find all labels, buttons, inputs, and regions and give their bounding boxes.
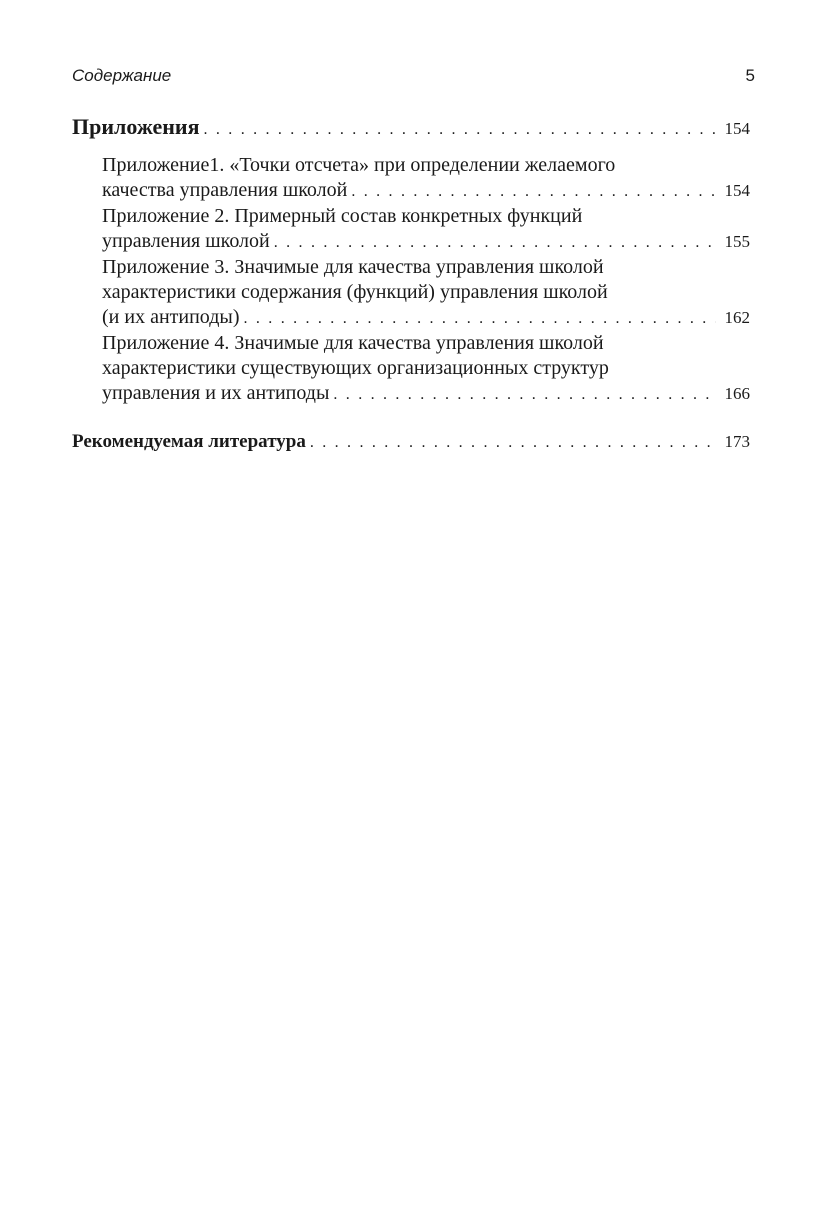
running-head bbox=[72, 66, 755, 90]
dot-leader bbox=[333, 382, 716, 407]
dot-leader bbox=[351, 179, 716, 204]
toc-page-number: 154 bbox=[724, 181, 750, 200]
toc-entry-title: Рекомендуемая литература bbox=[72, 431, 306, 452]
toc-entry-line: характеристики существующих организационных структур bbox=[102, 357, 609, 379]
page-number: 5 bbox=[745, 66, 755, 85]
toc-entry-line: управления и их антиподы bbox=[102, 382, 330, 404]
toc-page-number: 154 bbox=[724, 119, 750, 138]
toc-entry-appendix-3[interactable] bbox=[72, 255, 750, 331]
toc-page-number: 162 bbox=[724, 308, 750, 327]
toc-page-number: 166 bbox=[724, 384, 750, 403]
dot-leader bbox=[310, 430, 716, 456]
toc-entry-appendix-1[interactable] bbox=[72, 153, 750, 204]
toc-entry-title: Приложения bbox=[72, 114, 200, 139]
dot-leader bbox=[274, 230, 716, 255]
toc-entry-line: характеристики содержания (функций) управления школой bbox=[102, 281, 608, 303]
toc-entry-last-line bbox=[102, 381, 750, 407]
toc-entry-line: (и их антиподы) bbox=[102, 306, 240, 328]
table-of-contents bbox=[72, 114, 750, 456]
toc-entry-appendices[interactable] bbox=[72, 114, 750, 143]
toc-entry-last-line bbox=[102, 178, 750, 204]
toc-entry-line: Приложение1. «Точки отсчета» при определении желаемого bbox=[102, 154, 616, 176]
toc-entry-line: качества управления школой bbox=[102, 179, 348, 201]
dot-leader bbox=[204, 117, 717, 143]
toc-entry-last-line bbox=[102, 305, 750, 331]
toc-page-number: 155 bbox=[724, 232, 750, 251]
toc-entry-line: Приложение 2. Примерный состав конкретных функций bbox=[102, 205, 583, 227]
toc-entry-line: управления школой bbox=[102, 230, 270, 252]
toc-entry-references[interactable] bbox=[72, 429, 750, 456]
dot-leader bbox=[244, 306, 717, 331]
toc-entry-line: Приложение 4. Значимые для качества управления школой bbox=[102, 332, 604, 354]
toc-entry-last-line bbox=[102, 229, 750, 255]
toc-entry-appendix-4[interactable] bbox=[72, 331, 750, 407]
toc-entry-line: Приложение 3. Значимые для качества управления школой bbox=[102, 256, 604, 278]
toc-page-number: 173 bbox=[724, 432, 750, 451]
running-head-section: Содержание bbox=[72, 66, 172, 85]
toc-entry-appendix-2[interactable] bbox=[72, 204, 750, 255]
